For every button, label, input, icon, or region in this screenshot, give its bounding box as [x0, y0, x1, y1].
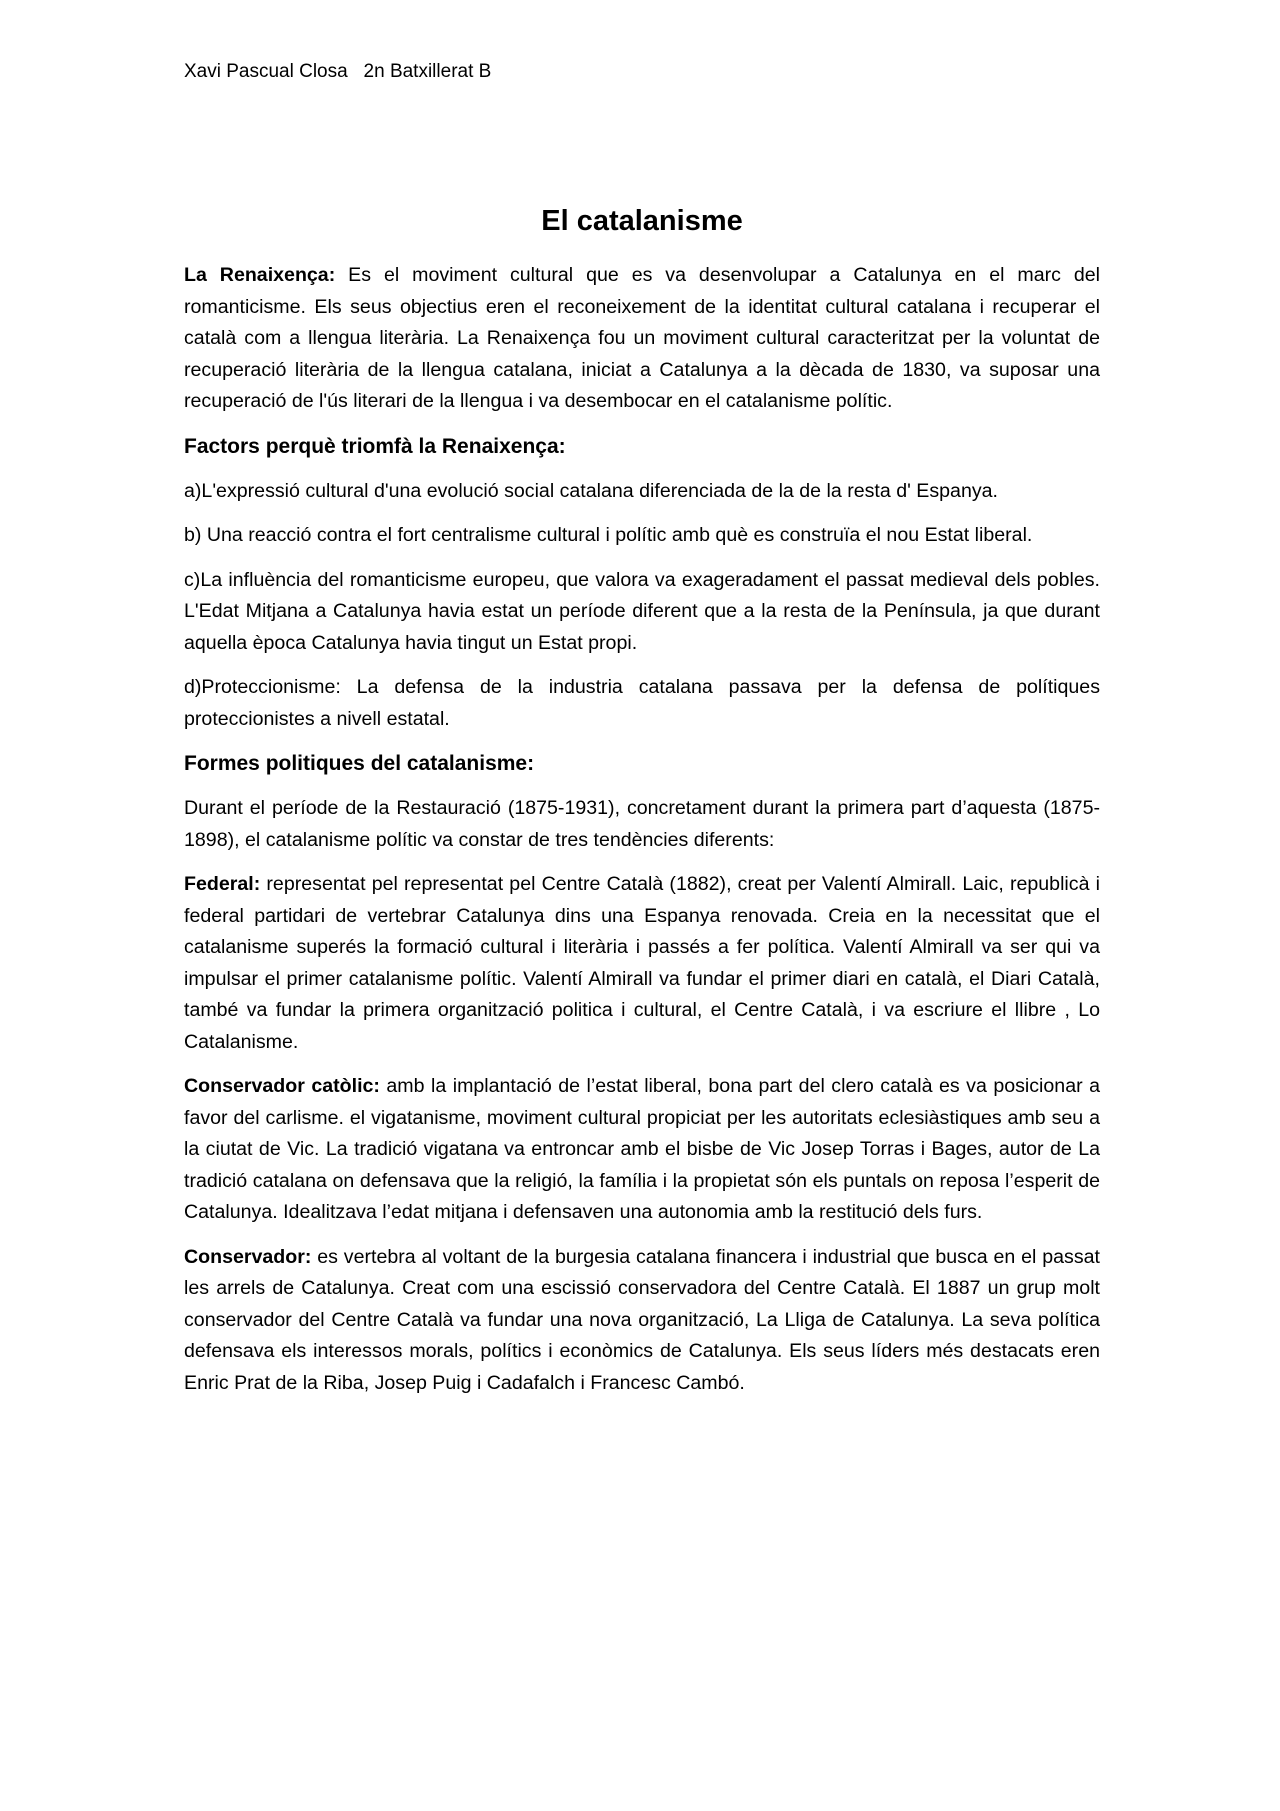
document-body: [184, 205, 1100, 1412]
page-header: Xavi Pascual Closa 2n Batxillerat B: [184, 61, 492, 82]
formes-intro: Durant el període de la Restauració (1875-1931), concretament durant la primera part d’aquesta (1875-1898), el catalanisme polític va constar de tres tendències diferents:: [184, 797, 1100, 851]
conservador-text: es vertebra al voltant de la burgesia catalana financera i industrial que busca en el passat les arrels de Catalunya. Creat com una escissió conservadora del Centre Català. El 1887 un grup molt conservador del Centre Català va fundar una nova organització, La Lliga de Catalunya. La seva política defensava els interessos morals, polítics i econòmics de Catalunya. Els seus líders més destacats eren Enric Prat de la Riba, Josep Puig i Cadafalch i Francesc Cambó.: [184, 1245, 1100, 1394]
conservador-paragraph: [184, 1242, 1100, 1400]
conservador-catolic-paragraph: [184, 1071, 1100, 1229]
factor-b: b) Una reacció contra el fort centralisme cultural i polític amb què es construïa el nou Estat liberal.: [184, 524, 1033, 546]
factor-a: a)L'expressió cultural d'una evolució social catalana diferenciada de la de la resta d' Espanya.: [184, 479, 998, 502]
factors-heading: Factors perquè triomfà la Renaixença:: [184, 434, 566, 458]
federal-paragraph: [184, 869, 1100, 1058]
renaixenca-lead: La Renaixença:: [184, 264, 336, 286]
renaixenca-text: Es el moviment cultural que es va desenvolupar a Catalunya en el marc del romanticisme. Els seus objectius eren el reconeixement de la identitat cultural catalana i recuperar el català com a llengua literària. La Renaixença fou un moviment cultural caracteritzat per la voluntat de recuperació literària de la llengua catalana, iniciat a Catalunya a la dècada de 1830, va suposar una recuperació de l'ús literari de la llengua i va desembocar en el catalanisme polític.: [184, 264, 1100, 412]
factor-d: d)Proteccionisme: La defensa de la industria catalana passava per la defensa de polítiques proteccionistes a nivell estatal.: [184, 676, 1100, 730]
formes-heading: Formes politiques del catalanisme:: [184, 752, 535, 775]
conservador-catolic-text: amb la implantació de l’estat liberal, bona part del clero català es va posicionar a favor del carlisme. el vigatanisme, moviment cultural propiciat per les autoritats eclesiàstiques amb seu a la ciutat de Vic. La tradició vigatana va entroncar amb el bisbe de Vic Josep Torras i Bages, autor de La tradició catalana on defensava que la religió, la família i la propietat són els puntals on reposa l’esperit de Catalunya. Idealitzava l’edat mitjana i defensaven una autonomia amb la restitució dels furs.: [184, 1075, 1100, 1223]
federal-text: representat pel representat pel Centre Català (1882), creat per Valentí Almirall. Laic, republicà i federal partidari de vertebrar Catalunya dins una Espanya renovada. Creia en la necessitat que el catalanisme superés la formació cultural i literària i passés a fer política. Valentí Almirall va ser qui va impulsar el primer catalanisme polític. Valentí Almirall va fundar el primer diari en català, el Diari Català, també va fundar la primera organització politica i cultural, el Centre Català, i va escriure el llibre , Lo Catalanisme.: [184, 873, 1100, 1053]
conservador-lead: Conservador:: [184, 1245, 312, 1268]
factor-c: c)La influència del romanticisme europeu, que valora va exageradament el passat medieval dels pobles. L'Edat Mitjana a Catalunya havia estat un període diferent que a la resta de la Península, ja que durant aquella època Catalunya havia tingut un Estat propi.: [184, 568, 1100, 654]
document-title: El catalanisme: [541, 205, 743, 237]
conservador-catolic-lead: Conservador catòlic:: [184, 1075, 380, 1097]
renaixenca-paragraph: [184, 260, 1100, 418]
federal-lead: Federal:: [184, 873, 261, 895]
